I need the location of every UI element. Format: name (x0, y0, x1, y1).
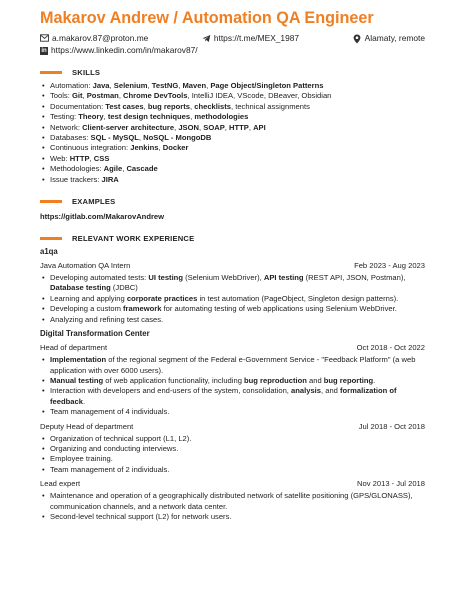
role-bullet (50, 304, 425, 314)
bold-text: Java (92, 81, 110, 90)
bold-text: SQL - MySQL (90, 133, 139, 143)
text: Network: (50, 122, 83, 132)
role-title: Deputy Head of department (40, 421, 134, 431)
experience-heading (40, 233, 425, 243)
text: , (158, 143, 163, 153)
bold-text: Manual testing (50, 375, 104, 385)
skills-heading-text: SKILLS (72, 67, 101, 77)
bold-text: JSON (178, 122, 200, 132)
text: , (82, 91, 87, 101)
text: , (178, 81, 183, 90)
text: Maintenance and operation of a geographically distributed network of satellite positioning (GPS/GLONASS), communication channels, and a network data center. (50, 491, 413, 511)
telegram-contact[interactable] (202, 33, 299, 44)
text: , (206, 81, 211, 90)
text: Testing: (50, 112, 79, 122)
text: , (174, 122, 179, 132)
text: Continuous integration: (50, 143, 131, 153)
text: , (138, 133, 144, 143)
text: , (248, 122, 254, 132)
bold-text: Chrome DevTools (123, 91, 188, 101)
text: , (143, 101, 148, 111)
text: Employee training. (50, 454, 113, 464)
role-title: Head of department (40, 343, 108, 353)
text: , (147, 81, 152, 90)
bold-text: bug reporting (323, 375, 374, 385)
company-name: a1qa (40, 247, 58, 257)
bold-text: Agile (103, 164, 123, 174)
role-bullet (50, 491, 425, 512)
contact-row (40, 33, 425, 44)
role-bullet (50, 512, 425, 522)
text: Web: (50, 153, 70, 163)
skills-heading (40, 67, 425, 77)
text: Organizing and conducting interviews. (50, 443, 179, 453)
resume-title: Makarov Andrew / Automation QA Engineer (40, 9, 374, 27)
text: , (190, 112, 195, 122)
bold-text: CSS (93, 153, 110, 163)
bold-text: HTTP (229, 122, 249, 132)
text: , (89, 153, 94, 163)
skill-item (50, 81, 425, 91)
text: Learning and applying (50, 293, 127, 303)
bold-text: bug reports (147, 101, 191, 111)
role-row (40, 479, 425, 489)
text: Automation: (50, 81, 93, 90)
bold-text: Test cases (105, 101, 144, 111)
skill-item (50, 143, 425, 153)
skill-item (50, 133, 425, 143)
role-title: Java Automation QA Intern (40, 261, 131, 271)
bold-text: Maven (182, 81, 207, 90)
role-bullet (50, 294, 425, 304)
bold-text: Postman (86, 91, 119, 101)
examples-heading-text: EXAMPLES (72, 196, 116, 206)
role-bullet (50, 407, 425, 417)
bold-text: API (253, 122, 266, 132)
role-bullet (50, 355, 425, 376)
bold-text: formalization of feedback (50, 386, 397, 406)
bold-text: checklists (194, 101, 231, 111)
gitlab-link[interactable]: https://gitlab.com/MakarovAndrew (40, 212, 165, 222)
role-bullet (50, 444, 425, 454)
role-bullet (50, 386, 425, 407)
role-dates: Feb 2023 - Aug 2023 (354, 261, 425, 271)
role-bullets (40, 355, 425, 417)
bold-text: methodologies (194, 112, 249, 122)
skill-item (50, 175, 425, 185)
text: Methodologies: (50, 164, 104, 174)
text: Developing automated tests: (50, 273, 149, 283)
bold-text: Client-server architecture (82, 122, 175, 132)
role-bullet (50, 454, 425, 464)
experience-list (40, 247, 425, 522)
section-accent-bar (40, 237, 62, 240)
role-row (40, 343, 425, 353)
bold-text: HTTP (69, 153, 90, 163)
text: (REST API, JSON, Postman), (303, 273, 406, 283)
envelope-icon (40, 34, 49, 43)
text: Analyzing and refining test cases. (50, 314, 164, 324)
text: in test automation (PageObject, Singleton design patterns). (197, 293, 399, 303)
text: , (118, 91, 124, 101)
skill-item (50, 112, 425, 122)
bold-text: Docker (162, 143, 189, 153)
text: (JDBC) (110, 283, 138, 293)
bold-text: Implementation (50, 355, 107, 365)
text: , technical assignments (230, 101, 310, 111)
skill-item (50, 91, 425, 101)
examples-heading (40, 196, 425, 206)
text: of the regional segment of the Federal e-Government Service - "Feedback Platform" (a web application with over 6000 users). (50, 355, 416, 375)
bold-text: analysis (291, 386, 322, 396)
role-bullets (40, 273, 425, 325)
bold-text: Cascade (126, 164, 158, 174)
bold-text: Database testing (50, 283, 111, 293)
text: Interaction with developers and end-users of the system, consolidation, (50, 386, 292, 396)
role-bullet (50, 434, 425, 444)
bold-text: framework (123, 304, 162, 314)
role-row (40, 261, 425, 271)
text: Developing a custom (50, 304, 124, 314)
bold-text: Page Object/Singleton Patterns (210, 81, 324, 90)
text: Tools: (50, 91, 72, 101)
telegram-text: https://t.me/MEX_1987 (213, 33, 300, 43)
role-bullets (40, 434, 425, 476)
text: , (109, 81, 114, 90)
bold-text: Selenium (113, 81, 148, 90)
text: , (190, 101, 195, 111)
bold-text: UI testing (148, 273, 183, 283)
role-bullet (50, 273, 425, 294)
text: Organization of technical support (L1, L2). (50, 433, 192, 443)
bold-text: corporate practices (126, 293, 198, 303)
email-text: a.makarov.87@proton.me (52, 33, 149, 43)
text: . (82, 396, 86, 406)
role-bullet (50, 315, 425, 325)
text: Documentation: (50, 101, 106, 111)
text: , IntelliJ IDEA, VScode, DBeaver, Obsidian (187, 91, 332, 101)
text: Team management of 2 individuals. (50, 464, 170, 474)
telegram-icon (202, 34, 211, 43)
text: , (199, 122, 204, 132)
text: . (373, 375, 376, 385)
text: Second-level technical support (L2) for network users. (50, 511, 232, 521)
text: of web application functionality, including (103, 375, 245, 385)
text: Team management of 4 individuals. (50, 407, 170, 417)
skill-item (50, 123, 425, 133)
role-title: Lead expert (40, 479, 81, 489)
linkedin-text: https://www.linkedin.com/in/makarov87/ (51, 45, 198, 55)
role-dates: Nov 2013 - Jul 2018 (357, 479, 425, 489)
role-bullet (50, 376, 425, 386)
bold-text: TestNG (151, 81, 179, 90)
bold-text: JIRA (101, 174, 119, 184)
text: , (103, 112, 108, 122)
bold-text: bug reproduction (244, 375, 307, 385)
bold-text: Jenkins (130, 143, 159, 153)
linkedin-contact[interactable] (40, 45, 198, 56)
skills-list (40, 81, 425, 185)
text: Databases: (50, 133, 91, 143)
skill-item (50, 102, 425, 112)
text: Issue trackers: (50, 174, 102, 184)
bold-text: Git (71, 91, 83, 101)
company-name: Digital Transformation Center (40, 329, 150, 339)
bold-text: Theory (78, 112, 104, 122)
text: , and (321, 386, 341, 396)
text: , (224, 122, 230, 132)
section-accent-bar (40, 200, 62, 203)
bold-text: test design techniques (107, 112, 191, 122)
role-bullet (50, 465, 425, 475)
role-row (40, 422, 425, 432)
location-pin-icon (353, 34, 362, 43)
bold-text: NoSQL - MongoDB (143, 133, 212, 143)
role-bullets (40, 491, 425, 522)
linkedin-icon: in (41, 47, 47, 54)
text: (Selenium WebDriver), (182, 273, 264, 283)
role-dates: Jul 2018 - Oct 2018 (358, 421, 425, 431)
text: for automating testing of web applications using Selenium WebDriver. (161, 304, 397, 314)
skill-item (50, 154, 425, 164)
role-dates: Oct 2018 - Oct 2022 (356, 343, 425, 353)
text: , (122, 164, 127, 174)
bold-text: API testing (263, 273, 304, 283)
linkedin-row (40, 45, 425, 56)
skill-item (50, 164, 425, 174)
section-accent-bar (40, 71, 62, 74)
location-text: Alamaty, remote (364, 33, 425, 43)
experience-heading-text: RELEVANT WORK EXPERIENCE (72, 233, 195, 243)
bold-text: SOAP (203, 122, 225, 132)
text: and (306, 375, 324, 385)
location-contact (353, 33, 425, 44)
email-contact[interactable] (40, 33, 148, 44)
